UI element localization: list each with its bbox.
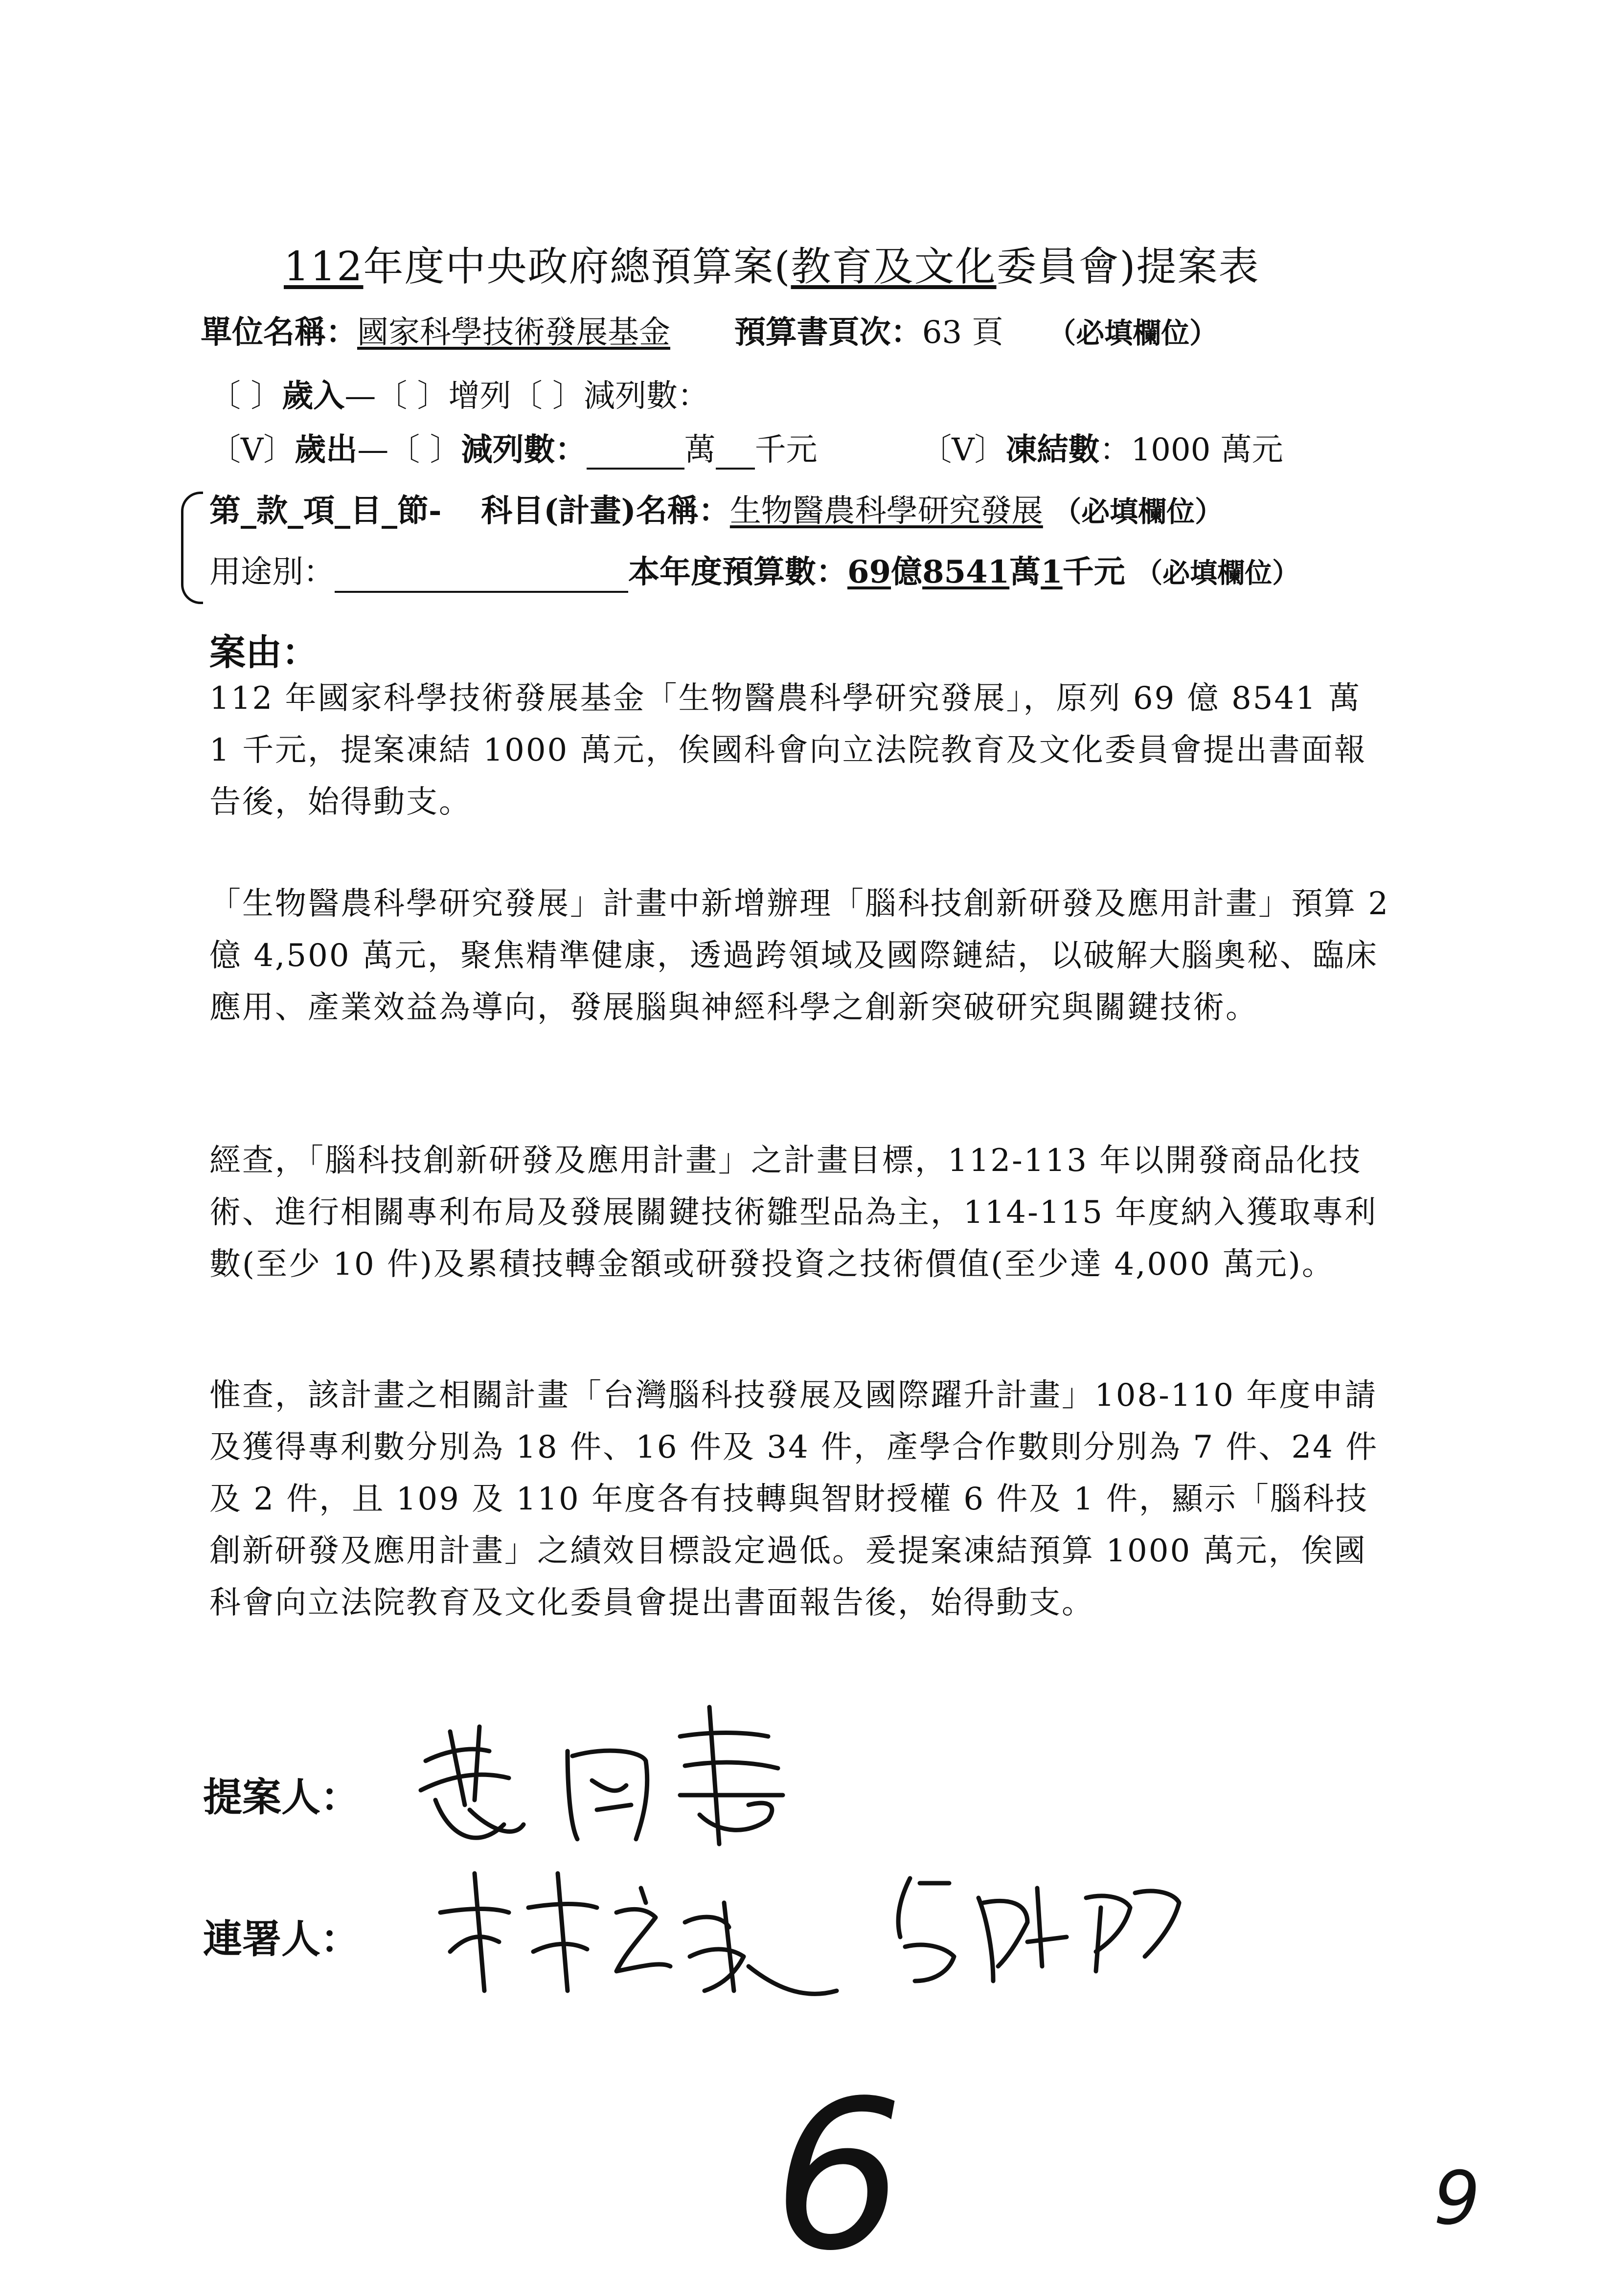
reason-paragraph-2: 「生物醫農科學研究發展」計畫中新增辦理「腦科技創新研發及應用計畫」預算 2 億 4,500 萬元，聚焦精準健康，透過跨領域及國際鏈結，以破解大腦奧秘、臨床應用、產業效益為導向，發展腦與神經科學之創新突破研究與關鍵技術。: [209, 886, 1390, 1026]
proposer-signature: [406, 1678, 846, 1864]
revenue-label: 歲入: [282, 378, 345, 414]
budget-yi-unit: 億: [891, 554, 923, 590]
title-year: 112: [284, 244, 364, 290]
reason-paragraph-3: 經查，「腦科技創新研發及應用計畫」之計畫目標，112-113 年以開發商品化技術、進行相關專利布局及發展關鍵技術雛型品為主，114-115 年度納入獲取專利數(至少 10 件)及累積技轉金額或研發投資之技術價值(至少達 4,000 萬元)。: [209, 1143, 1378, 1283]
budget-yi-value: 69: [847, 554, 891, 590]
handwritten-number: 6: [773, 2057, 904, 2296]
decrease-checkbox: 〔 〕: [388, 432, 461, 468]
budget-wan-value: 8541: [922, 554, 1010, 590]
subject-value: 生物醫農科學研究發展: [729, 493, 1043, 529]
revenue-decrease: 〔 〕減列數：: [511, 378, 709, 414]
revenue-checkbox: 〔 〕: [209, 378, 282, 414]
required-field-note: （必填欄位）: [1047, 316, 1218, 350]
budget-page-label: 預算書頁次：: [734, 314, 922, 351]
expense-dash: —: [357, 432, 389, 468]
decrease-qian-blank: [716, 440, 755, 470]
row-bracket: [181, 492, 203, 604]
title-text-a: 年度中央政府總預算案(: [363, 244, 791, 290]
budget-wan-unit: 萬: [1009, 554, 1041, 590]
unit-value: 國家科學技術發展基金: [357, 315, 670, 351]
decrease-wan-blank: [587, 440, 684, 470]
budget-page-value: 63 頁: [922, 315, 1003, 351]
unit-label: 單位名稱：: [201, 314, 357, 351]
revenue-row: [209, 377, 709, 416]
reason-paragraph-4: 惟查，該計畫之相關計畫「台灣腦科技發展及國際躍升計畫」108-110 年度申請及獲得專利數分別為 18 件、16 件及 34 件，產學合作數則分別為 7 件、24 件及 2 件，且 109 及 110 年度各有技轉與智財授權 6 件及 1 件，顯示「腦科技創新研發及應用計畫」之績效目標設定過低。爰提案凍結預算 1000 萬元，俟國科會向立法院教育及文化委員會提出書面報告後，始得動支。: [209, 1377, 1379, 1621]
cosigner-label: 連署人：: [203, 1916, 360, 1962]
title-committee: 教育及文化: [791, 244, 997, 290]
proposer-label: 提案人：: [203, 1774, 360, 1820]
unit-row: [201, 313, 1218, 353]
freeze-label: 凍結數: [1005, 431, 1100, 468]
freeze-value: ：1000 萬元: [1099, 432, 1283, 468]
annual-budget-label: 本年度預算數：: [628, 554, 847, 590]
cosigner-signatures: [431, 1844, 1262, 2030]
section-codes: 第_款_項_目_節-: [209, 493, 442, 529]
subject-label: 科目(計畫)名稱：: [481, 493, 730, 529]
use-blank: [335, 563, 628, 593]
corner-page-number: 9: [1434, 2156, 1480, 2241]
freeze-checkbox: 〔V〕: [920, 432, 1006, 468]
expense-row: [209, 430, 1283, 470]
subject-row: [209, 492, 1223, 531]
decrease-label: 減列數：: [461, 431, 587, 468]
use-label: 用途別：: [209, 554, 335, 590]
decrease-wan-unit: 萬: [684, 432, 716, 468]
budget-qian-value: 1: [1041, 554, 1063, 590]
form-title: [284, 235, 1260, 292]
title-text-b: 委員會)提案表: [996, 244, 1260, 290]
budget-required-note: （必填欄位）: [1135, 557, 1300, 589]
expense-checkbox: 〔V〕: [209, 432, 295, 468]
expense-label: 歲出: [295, 431, 358, 468]
revenue-dash: —: [344, 378, 376, 414]
use-row: [209, 553, 1299, 593]
budget-qian-unit: 千元: [1062, 554, 1125, 590]
reason-paragraph-1: 112 年國家科學技術發展基金「生物醫農科學研究發展」，原列 69 億 8541 萬 1 千元，提案凍結 1000 萬元，俟國科會向立法院教育及文化委員會提出書面報告後，始得動支。: [209, 680, 1367, 820]
reason-heading: 案由：: [209, 631, 318, 674]
decrease-qian-unit: 千元: [754, 432, 818, 468]
subject-required-note: （必填欄位）: [1053, 495, 1224, 528]
revenue-increase: 〔 〕增列: [376, 378, 511, 414]
